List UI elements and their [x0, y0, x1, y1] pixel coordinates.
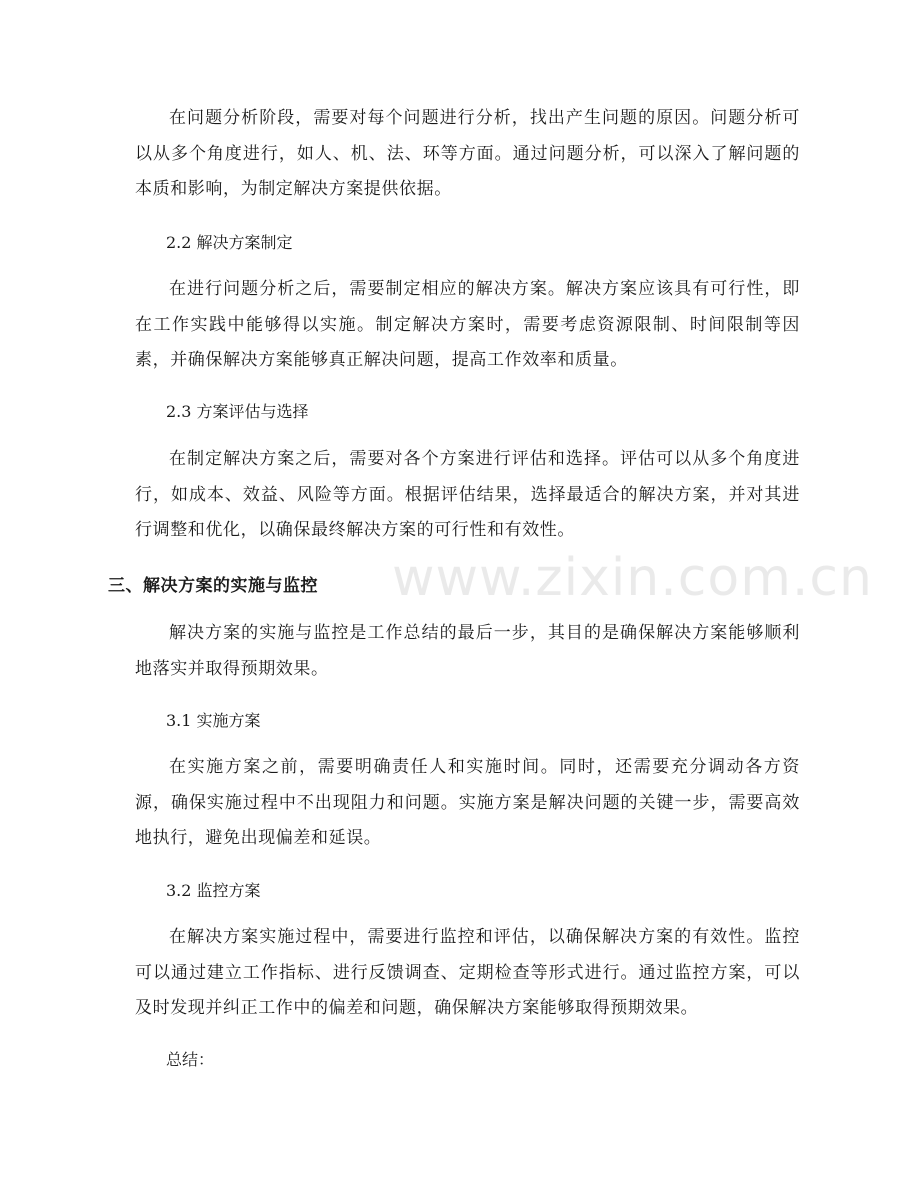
paragraph-solution-formulation: 在进行问题分析之后，需要制定相应的解决方案。解决方案应该具有可行性，即在工作实践中能够得以实施。制定解决方案时，需要考虑资源限制、时间限制等因素，并确保解决方案能够真正解决问题，提高工作效率和质量。	[135, 279, 800, 370]
paragraph-evaluation-selection: 在制定解决方案之后，需要对各个方案进行评估和选择。评估可以从多个角度进行，如成本、效益、风险等方面。根据评估结果，选择最适合的解决方案，并对其进行调整和优化，以确保最终解决方案的可行性和有效性。	[135, 449, 800, 540]
paragraph-monitoring-plan: 在解决方案实施过程中，需要进行监控和评估，以确保解决方案的有效性。监控可以通过建立工作指标、进行反馈调查、定期检查等形式进行。通过监控方案，可以及时发现并纠正工作中的偏差和问题，确保解决方案能够取得预期效果。	[135, 927, 800, 1018]
summary-label: 总结：	[166, 1050, 215, 1069]
paragraph-problem-analysis: 在问题分析阶段，需要对每个问题进行分析，找出产生问题的原因。问题分析可以从多个角度进行，如人、机、法、环等方面。通过问题分析，可以深入了解问题的本质和影响，为制定解决方案提供依据。	[135, 108, 800, 199]
section-heading-3: 三、解决方案的实施与监控	[108, 576, 318, 596]
subheading-3-2: 3.2 监控方案	[166, 881, 261, 900]
subheading-3-1: 3.1 实施方案	[166, 711, 261, 730]
paragraph-implementation-intro: 解决方案的实施与监控是工作总结的最后一步，其目的是确保解决方案能够顺利地落实并取得预期效果。	[135, 623, 800, 679]
subheading-2-2: 2.2 解决方案制定	[166, 233, 293, 252]
subheading-2-3: 2.3 方案评估与选择	[166, 402, 309, 421]
watermark: www.zixin.com.cn	[392, 548, 873, 608]
paragraph-implementation-plan: 在实施方案之前，需要明确责任人和实施时间。同时，还需要充分调动各方资源，确保实施过程中不出现阻力和问题。实施方案是解决问题的关键一步，需要高效地执行，避免出现偏差和延误。	[135, 757, 800, 848]
